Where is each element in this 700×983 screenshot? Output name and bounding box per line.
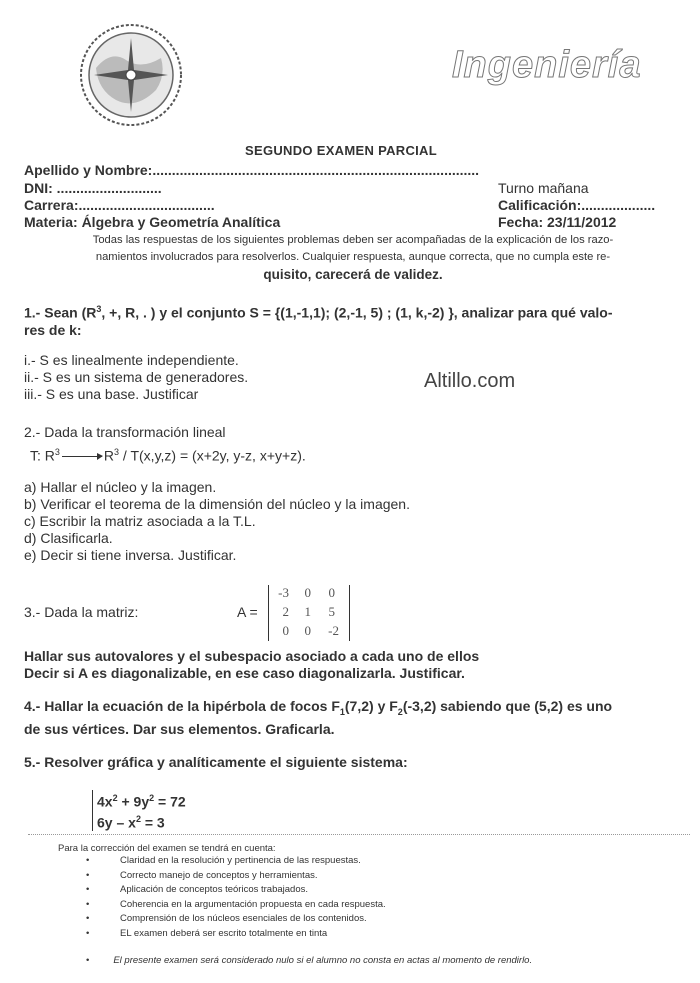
carrera-field: Carrera:................................... [24, 197, 215, 213]
list-item: • EL examen deberá ser escrito totalmente en tinta [86, 928, 386, 943]
final-note: • El presente examen será considerado nulo si el alumno no consta en actas al momento de rendirlo. [86, 955, 532, 966]
list-item: c) Escribir la matriz asociada a la T.L. [24, 513, 256, 529]
fecha-field: Fecha: 23/11/2012 [498, 214, 617, 230]
equation: $4x^2 + 9y^2 = 72$ [97, 793, 186, 810]
list-item: a) Hallar el núcleo y la imagen. [24, 479, 217, 495]
materia-field: Materia: Álgebra y Geometría Analítica [24, 214, 281, 230]
list-item: • Correcto manejo de conceptos y herramientas. [86, 870, 386, 885]
matrix-cell: 2 [282, 604, 289, 619]
list-item: • Comprensión de los núcleos esenciales de los contenidos. [86, 913, 386, 928]
list-item: iii.- S es una base. Justificar [24, 386, 199, 402]
list-item: • Claridad en la resolución y pertinencia de las respuestas. [86, 855, 386, 870]
list-item: e) Decir si tiene inversa. Justificar. [24, 547, 237, 563]
criteria-heading: Para la corrección del examen se tendrá en cuenta: [58, 843, 276, 854]
matrix-cell: 0 [328, 585, 335, 600]
list-item: d) Clasificarla. [24, 530, 113, 546]
exam-title: SEGUNDO EXAMEN PARCIAL [245, 143, 437, 158]
instructions [28, 232, 678, 283]
list-item: i.- S es linealmente independiente. [24, 352, 239, 368]
matrix-cell: 0 [304, 585, 311, 600]
list-item: • Coherencia en la argumentación propuesta en cada respuesta. [86, 899, 386, 914]
question-2-items [24, 479, 410, 564]
question-1-items [24, 352, 248, 403]
matrix-a [268, 585, 350, 641]
watermark: Altillo.com [424, 370, 516, 392]
turno-field: Turno mañana [498, 180, 589, 196]
question-2-title: 2.- Dada la transformación lineal [24, 424, 226, 440]
equation: $6y - x^2 = 3$ [97, 813, 165, 831]
question-2-transformation: T: $R^3$ $R^3 / T(x,y,z) = (x+2y$, y-z, x+y+z). [30, 447, 306, 464]
faculty-brand: Ingeniería [452, 44, 642, 86]
question-3-title: 3.- Dada la matriz: [24, 604, 139, 620]
arrow-icon [62, 456, 102, 457]
question-1: 1.- Sean ($R^3$, +, R, . ) y el conjunto S = {(1,-1,1); (2,-1, 5) ; (1, k,-2) }, analizar para qué valo- res de k: [24, 304, 613, 338]
list-item: • Aplicación de conceptos teóricos trabajados. [86, 884, 386, 899]
instructions-line: quisito, carecerá de validez. [263, 267, 443, 282]
question-3-text: Hallar sus autovalores y el subespacio asociado a cada uno de ellos Decir si A es diagonalizable, en ese caso diagonalizarla. Justificar. [24, 648, 480, 681]
matrix-label: A = [237, 604, 258, 620]
divider [28, 834, 690, 835]
matrix-cell: -2 [328, 623, 339, 638]
matrix-cell: 0 [282, 623, 289, 638]
instructions-line: Todas las respuestas de los siguientes problemas deben ser acompañadas de la explicación de los razo- [92, 234, 614, 246]
question-5-title: 5.- Resolver gráfica y analíticamente el siguiente sistema: [24, 754, 408, 770]
matrix-cell: 0 [304, 623, 311, 638]
matrix-cell: -3 [278, 585, 289, 600]
question-4: 4.- Hallar la ecuación de la hipérbola de focos $F_1(7,2)$ y $F_2(-3,2)$ sabiendo que (5,2) es uno de sus vértices. Dar sus elementos. Graficarla. [24, 698, 613, 737]
calificacion-field: Calificación:................... [498, 197, 656, 213]
instructions-line: namientos involucrados para resolverlos. Cualquier respuesta, aunque correcta, que no cumpla este re- [95, 251, 611, 263]
criteria-list [86, 855, 386, 942]
equation-system [92, 790, 186, 831]
list-item: ii.- S es un sistema de generadores. [24, 369, 249, 385]
matrix-cell: 1 [304, 604, 311, 619]
list-item: b) Verificar el teorema de la dimensión del núcleo y la imagen. [24, 496, 410, 512]
university-seal-logo [76, 20, 186, 130]
dni-field: DNI: ........................... [24, 180, 162, 196]
matrix-cell: 5 [328, 604, 335, 619]
apellido-field: Apellido y Nombre:.................................................................................... [24, 162, 480, 178]
